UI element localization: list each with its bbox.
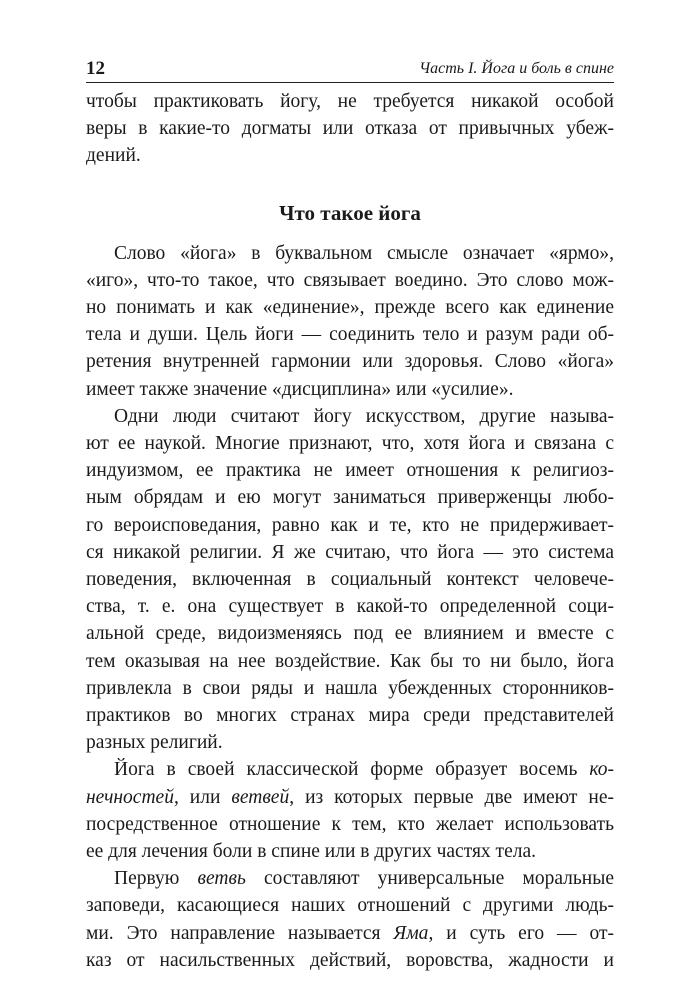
text-line: привлекла в свои ряды и нашла убежденных сторонников- <box>86 677 614 699</box>
text-line: веры в какие-то догматы или отказа от привычных убеж- <box>86 118 614 140</box>
text-line: но понимать и как «единение», прежде всего как единение <box>86 297 614 319</box>
text-line: ся никакой религии. Я же считаю, что йога — это система <box>86 541 614 563</box>
text-line: тела и души. Цель йоги — соединить тело и разум ради об- <box>86 324 614 346</box>
text-line: тем оказывая на нее воздействие. Как бы то ни было, йога <box>86 650 614 672</box>
text-line: каз от насильственных действий, воровства, жадности и <box>86 949 614 971</box>
page-number: 12 <box>86 58 105 79</box>
text-line: индуизмом, ее практика не имеет отношения к религиоз- <box>86 460 614 482</box>
text-line: го вероисповедания, равно как и те, кто не придерживает- <box>86 514 614 536</box>
text-line: разных религий. <box>86 732 223 754</box>
text-line: посредственное отношение к тем, кто желает использовать <box>86 813 614 835</box>
section-heading: Что такое йога <box>279 200 421 225</box>
text-line: Первую ветвь составляют универсальные моральные <box>114 868 614 890</box>
text-line: ретения внутренней гармонии или здоровья. Слово «йога» <box>86 351 614 373</box>
text-line: поведения, включенная в социальный контекст человече- <box>86 569 614 591</box>
text-line: ства, т. е. она существует в какой-то определенной соци- <box>86 596 614 618</box>
intro-paragraph <box>86 88 614 170</box>
paragraph-4 <box>86 865 614 974</box>
text-line: «иго», что-то такое, что связывает воедино. Это слово мож- <box>86 269 614 291</box>
text-line: чтобы практиковать йогу, не требуется никакой особой <box>86 91 614 112</box>
text-line: ее для лечения боли в спине или в других частях тела. <box>86 841 536 863</box>
text-line: ют ее наукой. Многие признают, что, хотя йога и связана с <box>86 433 614 455</box>
text-line: имеет также значение «дисциплина» или «усилие». <box>86 378 514 400</box>
text-line: альной среде, видоизменяясь под ее влиянием и вместе с <box>86 623 614 645</box>
paragraph-1 <box>86 240 614 403</box>
text-line: Йога в своей классической форме образует восемь ко- <box>114 759 614 781</box>
paragraph-2 <box>86 403 614 757</box>
text-line: ми. Это направление называется Яма, и суть его — от- <box>86 922 614 944</box>
text-line: нечностей, или ветвей, из которых первые две имеют не- <box>86 786 614 808</box>
text-line: дений. <box>86 145 141 167</box>
text-line: ным обрядам и ею могут заниматься приверженцы любо- <box>86 487 614 509</box>
text-line: Одни люди считают йогу искусством, другие называ- <box>114 405 614 427</box>
text-line: заповеди, касающиеся наших отношений с другими людь- <box>86 895 614 917</box>
paragraph-3 <box>86 756 614 865</box>
running-title: Часть I. Йога и боль в спине <box>419 60 614 77</box>
text-line: практиков во многих странах мира среди представителей <box>86 705 614 727</box>
page-header <box>86 56 614 83</box>
text-line: Слово «йога» в буквальном смысле означает «ярмо», <box>114 242 614 264</box>
page-body <box>86 88 614 974</box>
